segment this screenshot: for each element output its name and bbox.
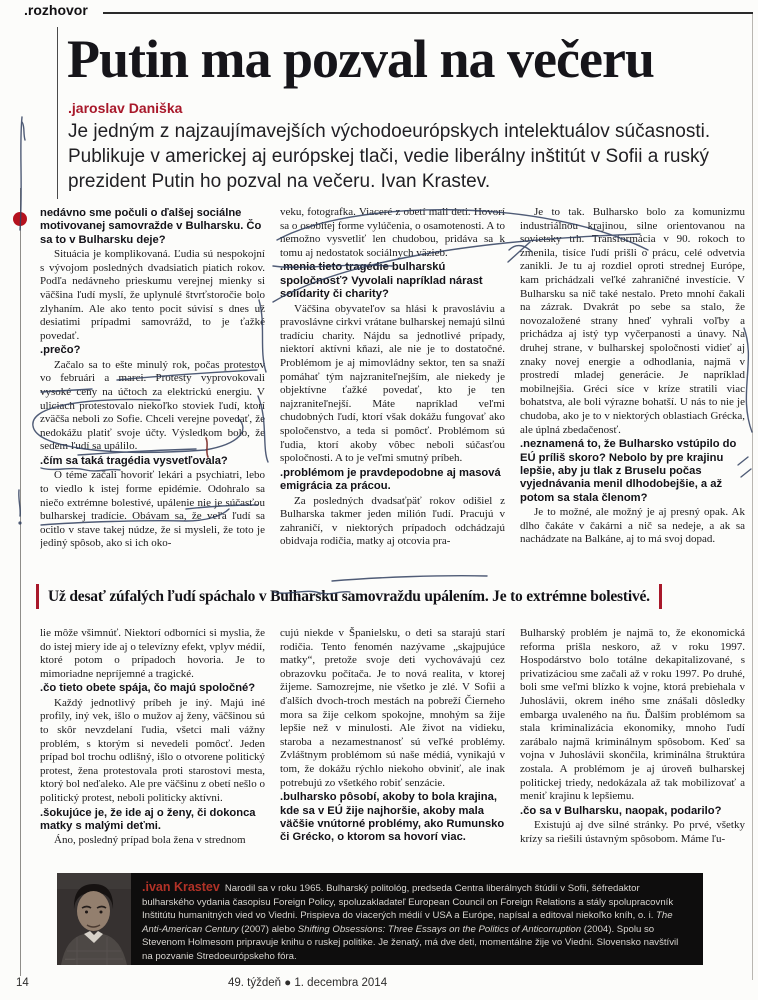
answer-text: O téme začali hovoriť lekári a psychiatri, lebo to viedlo k istej forme epidémie. Odohralo sa niečo extrémne bolestivé, upálenie nie je súčasťou bulharskej tradície. Obávam sa, že veľa ľudí sa ocitlo v stave takej núdze, že si mysleli, že toto je jediný spôsob, ako si ich oko- [40,469,265,550]
interview-columns-top [40,206,746,580]
answer-text: cujú niekde v Španielsku, o deti sa starajú starí rodičia. Tento fenomén nazývame „skajpujúce matky“, pretože svoje deti vychovávajú cez obrazovku počítača. Je to nová realita, v ktorej žijeme. Samozrejme, nie všetko je zlé. V Sofii a ďalších dvoch-troch mestách na pobreží Čierneho mora sa žije celkom spokojne, mnohým sa žije lepšie než v minulosti. Ale život na vidieku, staroba a nezamestnanosť sú veľké problémy. Zvláštnym problémom sú naše médiá, vynikajú v tom, že dokážu rýchlo niekoho obviniť, ale inak potrebujú zo všetkého robiť senzácie. [280,627,505,789]
question-text: .čo tieto obete spája, čo majú spoločné? [40,682,256,695]
pull-quote [36,584,750,609]
author-bio-box [57,873,703,965]
footer-page-number: 14 [16,977,29,989]
answer-text: Existujú aj dve silné stránky. Po prvé, všetky krízy sa riešili ústavným spôsobom. Máme ľu- [520,819,745,845]
footer-issue-date: 49. týždeň ● 1. decembra 2014 [228,977,388,989]
question-text: .neznamená to, že Bulharsko vstúpilo do EÚ príliš skoro? Nebolo by pre krajinu lepšie, aby ju tlak z Bruselu počas vyjednávania menil dlhodobejšie, a až potom sa stala členom? [520,438,737,504]
column-2-bottom [280,627,505,871]
column-1-bottom [40,627,265,871]
bio-book-title: The Anti-American Century [142,910,673,935]
answer-text: lie môže všimnúť. Niektorí odborníci si myslia, že do istej miery ide aj o televízny efekt, vplyv médií, ktoré potom o prípadoch hovoria. Je to mimoriadne nepríjemné a tragické. [40,627,265,680]
answer-text: veku, fotografka. Viaceré z obetí mali deti. Hovorí sa o osobitej forme vylúčenia, o osamotenosti. A to nemožno vysvetliť len chudobou, pridáva sa k tomu aj nedostatok sociálnych väzieb. [280,206,505,259]
column-3-top [520,206,745,580]
question-text: .čím sa taká tragédia vysvetľovala? [40,454,228,467]
answer-text: Bulharský problém je najmä to, že ekonomická reforma prišla neskoro, až v roku 1997. Hospodárstvo bolo totálne dekapitalizované, s privatizáciou sme začali až v roku 1997. Po druhé, boli sme veľmi blízko k vojne, ktorá prebiehala v Juhoslávii, okrem iného sme znášali dôsledky embarga uvaleného na ňu. Ďalším problémom sa stala kriminalizácia ekonomiky, mnoho ľudí zarábalo najmä kriminálnym spôsobom. Keď sa vojna v Juhoslávii skončila, kriminálna štruktúra zostala. A problémom je aj úroveň bulharskej politickej triedy, nedokázala až tak mobilizovať a meniť krajinu k lepšiemu. [520,627,745,803]
question-text: .čo sa v Bulharsku, naopak, podarilo? [520,804,722,817]
header-rule [103,12,753,14]
pull-quote-bar-right [659,584,662,609]
title-rule [57,27,58,199]
answer-text: Áno, posledný prípad bola žena v strednom [54,834,246,847]
section-label: .rozhovor [24,2,88,18]
column-2-top [280,206,505,580]
left-frame-line [20,188,21,976]
answer-text: Za posledných dvadsaťpäť rokov odišiel z Bulharska takmer jeden milión ľudí. Pracujú v zahraničí, v niektorých prípadoch odchádzajú obidvaja rodičia, matky aj otcovia pra- [280,494,505,548]
question-bullet-icon [13,212,27,226]
bio-text-part: Narodil sa v roku 1965. Bulharský politológ, predseda Centra liberálnych štúdií v Sofii, šéfredaktor bulharského vydania časopisu Foreign Policy, spoluzakladateľ European Council on Foreign Relations a stály spolupracovník Inštitútu humanitných vied vo Viedni. Prispieva do viacerých médií v USA a Európe, napísal a editoval niekoľko kníh, o. i. [142,883,674,922]
lead-paragraph: Je jedným z najzaujímavejších východoeurópskych intelektuálov súčasnosti. Publikuje v americkej aj európskej tlači, vedie liberálny inštitút v Sofii a ruský prezident Putin ho pozval na večeru. Ivan Krastev. [68,121,711,192]
svg-text:·····: ····· [65,957,75,963]
answer-text: Začalo sa to ešte minulý rok, počas protestov vo februári a marci. Protesty vyprovokovali vysoké ceny na účtoch za elektrickú energiu. V uliciach protestovalo niekoľko stoviek ľudí, ktorí zväčša neboli zo Sofie. Chceli verejne povedať, že nedokážu platiť svoje účty. Výsledkom bolo, že sedem ľudí sa upálilo. [40,358,265,453]
bio-text-part: (2007) alebo [238,923,298,935]
column-3-bottom [520,627,745,871]
column-1-top [40,206,265,580]
pull-quote-bar-left [36,584,39,609]
question-text: .bulharsko pôsobí, akoby to bola krajina, kde sa v EÚ žije najhoršie, akoby mala väčšie vnútorné problémy, ako Rumunsko či Grécko, o ktorom sa hovorí viac. [280,791,505,844]
pull-quote-text: Už desať zúfalých ľudí spáchalo v Bulharsku samovraždu upálením. Je to extrémne bolestivé. [48,587,650,605]
question-text: .problémom je pravdepodobne aj masová emigrácia za prácou. [280,466,501,493]
page-edge-line [752,14,753,980]
answer-text: Situácia je komplikovaná. Ľudia sú nespokojní s vývojom posledných dvadsiatich piatich rokov. Podľa nedávneho prieskumu verejnej mienky si väčšina ľudí myslí, že uplynulé štvrťstoročie bolo zlyhaním. Ale ako tento pocit súvisí s dnes už desiatimi prípadmi samovrážd, to je ťažké povedať. [40,248,265,342]
bio-book-title: Shifting Obsessions: Three Essays on the Politics of Anticorruption [297,923,582,935]
bio-name: .ivan Krastev [142,880,220,894]
answer-text: Každý jednotlivý príbeh je iný. Majú iné profily, iný vek, išlo o mužov aj ženy, väčšinou sú to skôr nevzdelaní ľudia, všetci mali vážny problém, s ktorým si nevedeli pomôcť. Jeden prípad bol trochu odlišný, išlo o otvorene politický protest, žena protestovala proti starostovi mesta, ktorý bol neďaleko. Ale pre väčšinu z obetí nešlo o politický protest, neboli politicky aktívni. [40,696,265,804]
page-title: Putin ma pozval na večeru [67,29,654,89]
bio-text [131,873,703,965]
question-text: .šokujúce je, že ide aj o ženy, či dokonca matky s malými deťmi. [40,806,256,832]
answer-text: Väčšina obyvateľov sa hlási k pravosláviu a pravoslávne cirkvi vrátane bulharskej nemajú silnú tradíciu charity. Nájdu sa jednotlivé prípady, niektorí aktívni kňazi, ale nie je to dostatočné. Problémom je aj mimovládny sektor, ten sa snaží pomáhať tým najzraniteľnejším, ale niekedy je objektívne ťažké povedať, kto je ten najzraniteľnejší. Máte napríklad veľmi chudobných ľudí, ktorí však dokážu fungovať ako spoločenstvo, a teda si pomôcť. Problémom sú ľudia, ktorí akoby vôbec neboli súčasťou spoločnosti. A to je veľmi smutný príbeh. [280,302,505,465]
interview-columns-bottom [40,627,746,871]
portrait-photo [57,873,131,965]
answer-text: Je to možné, ale možný je aj presný opak. Ak dlho čakáte v čakárni a nič sa nedeje, a ak sa nachádzate na Balkáne, aj to má svoj dopad. [520,506,745,546]
question-text: .prečo? [40,344,81,357]
byline: .jaroslav Daniška [68,100,183,116]
question-text: nedávno sme počuli o ďalšej sociálne motivovanej samovražde v Bulharsku. Čo sa to v Bulharsku deje? [40,207,262,246]
question-text: .menia tieto tragédie bulharskú spoločnosť? Vyvolali napríklad nárast solidarity či charity? [280,261,483,301]
bio-text-part: (2004). Spolu so Stevenom Holmesom pripravuje knihu o ruskej politike. Je ženatý, má dve deti, momentálne žije vo Viedni. Slovensko navštívil na pozvanie Stredoeurópskeho fóra. [142,923,679,962]
answer-text: Je to tak. Bulharsko bolo za komunizmu industriálnou krajinou, silne orientovanou na sovietsky trh. Transformácia v 90. rokoch to zmenila, tisíce ľudí prišli o prácu, celé odvetvia zanikli. Je tu aj rozdiel oproti strednej Európe, kam prichádzali veľké zahraničné investície. V Bulharsku sa nič také nestalo. Preto mnohí čakali na zázrak. Dvakrát po sebe sa stalo, že novozaložené strany hneď vyhrali voľby a prichádza aj istý typ vyčerpanosti a únavy. Na druhej strane, v bulharskej spoločnosti vidieť aj znaky novej energie a odhodlania, najmä v prostredí mladej generácie. Je napríklad mobilnejšia. Gréci síce v kríze stratili viac bohatstva, ale boli výrazne bohatší. U nás to nie je chudoba, ako je to v niektorých oblastiach Grécka, ale úplná zbedačenosť. [520,206,745,436]
